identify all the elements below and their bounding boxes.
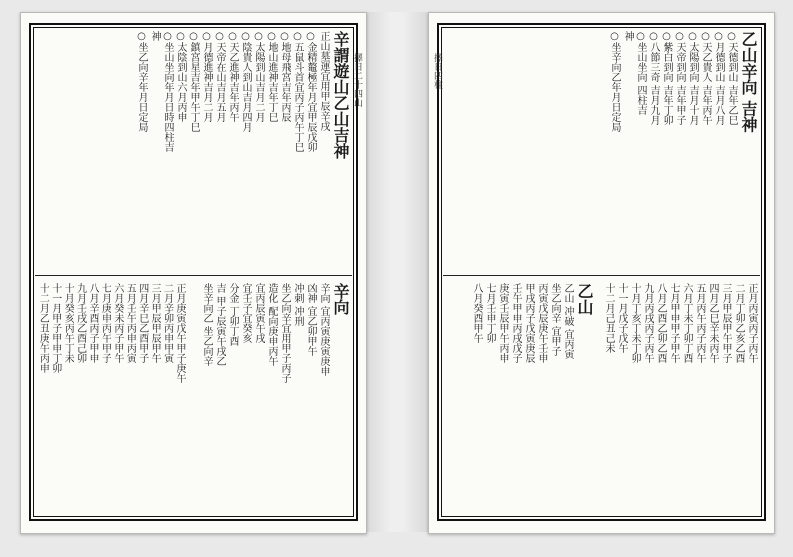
text-column: 丙寅戊辰庚午壬申: [536, 283, 547, 363]
section-heading: 乙山: [575, 283, 594, 315]
text-column: ○地母飛宮吉年丙辰: [279, 31, 290, 122]
text-column: 六月癸未丙子甲午: [111, 283, 123, 363]
text-column: 甲戌丙子戊寅庚辰: [523, 283, 534, 363]
text-column: ○紫白到向 吉年丁卯: [661, 31, 672, 126]
right-top-columns: [445, 31, 758, 243]
text-column: 正山墓運宜用甲辰辛戌: [318, 31, 329, 131]
text-column: 五月壬午丙申丙寅: [124, 283, 136, 363]
text-column: 十月丁亥丁未丁卯: [629, 283, 640, 363]
text-column: 八月癸酉甲午: [471, 283, 482, 343]
text-column: ○陰貴人到山吉月四月: [240, 31, 251, 132]
right-margin-note: 擇日四柱: [432, 53, 442, 89]
right-page-divider: [443, 275, 760, 276]
text-column: ○坐山坐向 四柱吉: [635, 31, 646, 116]
text-column: ○坐乙向辛年月日定局: [136, 31, 147, 132]
text-column: 正月丙寅丙子丙午: [746, 283, 757, 363]
text-column: 八月乙酉乙卯乙酉: [655, 283, 666, 363]
text-column: 四月辛巳乙酉甲子: [136, 283, 148, 363]
text-column: 冲刺 冲刑: [292, 283, 303, 327]
text-column: 分金 丁卯丁酉: [227, 283, 238, 347]
text-column: ○太陰到山六月丙申: [175, 31, 186, 122]
text-column: 坐乙向辛宜用甲子丙子: [279, 283, 290, 383]
text-column: ○金精鼇極年月宜甲辰戊卯: [305, 31, 316, 152]
text-column: ○八節三奇 吉月九月: [648, 31, 659, 126]
text-column: ○月德進神吉月二月: [201, 31, 212, 122]
text-column: 六月丁未丁卯丁酉: [681, 283, 692, 363]
text-column: 宜壬子宜癸亥: [240, 283, 251, 343]
text-column: 吉 甲子辰寅午戌乙: [214, 283, 225, 367]
left-margin-note: 擇日二十四山: [352, 53, 362, 107]
text-column: 宜丙辰寅午戌: [253, 283, 264, 343]
text-column: 十月癸亥丙午丁未: [62, 283, 74, 363]
book-spine: [365, 12, 428, 532]
right-page-frame: [437, 23, 766, 521]
text-column: 辛向 宜丙寅庚寅庚申: [318, 283, 329, 377]
left-top-columns: [37, 31, 350, 243]
text-column: 壬午甲申丙戌戊子: [510, 283, 521, 363]
left-bottom-columns: [37, 283, 186, 513]
left-page-divider: [35, 275, 352, 276]
left-bottom-right-block: [191, 283, 350, 513]
text-column: ○地山進神吉年丁巳: [266, 31, 277, 122]
text-column: 正月庚寅戊午甲子庚午: [174, 283, 185, 383]
right-page: [428, 12, 775, 534]
left-page: [20, 12, 367, 534]
text-column: ○五鼠斗首宜丙子丙午丁巳: [292, 31, 303, 152]
text-column: ○天乙貴人 吉年丙午: [700, 31, 711, 126]
right-bottom-left-block: [445, 283, 594, 513]
text-column: 九月丙戌丙子丙午: [642, 283, 653, 363]
text-column: 四月乙巳辛未丙午: [707, 283, 718, 363]
text-column: ○天德到山 吉年乙巳: [726, 31, 737, 126]
text-column: 庚寅壬辰甲午丙申: [497, 283, 508, 363]
text-column: 坐辛向乙 坐乙向辛: [201, 283, 212, 367]
right-heading-column: 乙山辛向 吉神: [739, 31, 758, 133]
text-column: 十二月己丑己未: [603, 283, 614, 353]
left-heading-column: 辛謂遊山乙山吉神: [331, 31, 350, 159]
text-column: 七月甲申甲子甲午: [668, 283, 679, 363]
text-column: 造化 配向庚申丙午: [266, 283, 277, 367]
text-column: 三月甲辰甲辰甲午: [149, 283, 161, 363]
text-column: 神: [622, 31, 633, 41]
text-column: 乙山 冲破 宜丙寅: [562, 283, 573, 360]
text-column: ○天帝到向 吉年甲子: [674, 31, 685, 126]
text-column: ○鎮宮星吉年甲午丁巳: [188, 31, 199, 132]
text-column: ○天帝在山吉月五月: [214, 31, 225, 122]
text-column: 凶神 宜乙卯甲午: [305, 283, 316, 357]
text-column: ○天乙進神吉年丙午: [227, 31, 238, 122]
text-column: ○坐山坐向年月日時四柱吉: [162, 31, 173, 152]
left-page-frame: [29, 23, 358, 521]
text-column: 七月壬申丁卯: [484, 283, 495, 343]
text-column: ○太陽到向 吉月十月: [687, 31, 698, 126]
text-column: 二月辛卯丙申甲寅: [161, 283, 173, 363]
text-column: 五月丙午丙子丙午: [694, 283, 705, 363]
section-heading: 辛向: [331, 283, 350, 315]
text-column: 十一月甲子甲申丁卯: [49, 283, 61, 373]
text-column: ○月德到山 吉月八月: [713, 31, 724, 126]
text-column: 十二月乙丑庚午丙申: [37, 283, 49, 373]
text-column: 二月丁卯乙亥乙酉: [733, 283, 744, 363]
text-column: ○太陽到山吉月二月: [253, 31, 264, 122]
text-column: 坐乙向辛 宜甲子: [549, 283, 560, 357]
text-column: 神: [149, 31, 160, 41]
text-column: ○坐辛向乙年月日定局: [609, 31, 620, 132]
text-column: 十一月戊子戊午: [616, 283, 627, 353]
text-column: 三月甲辰甲午甲子: [720, 283, 731, 363]
text-column: 九月壬戌乙酉己卯: [74, 283, 86, 363]
text-column: 七月庚申丙午甲子: [99, 283, 111, 363]
text-column: 八月辛酉丙子甲申: [87, 283, 99, 363]
right-bottom-columns: [599, 283, 758, 513]
